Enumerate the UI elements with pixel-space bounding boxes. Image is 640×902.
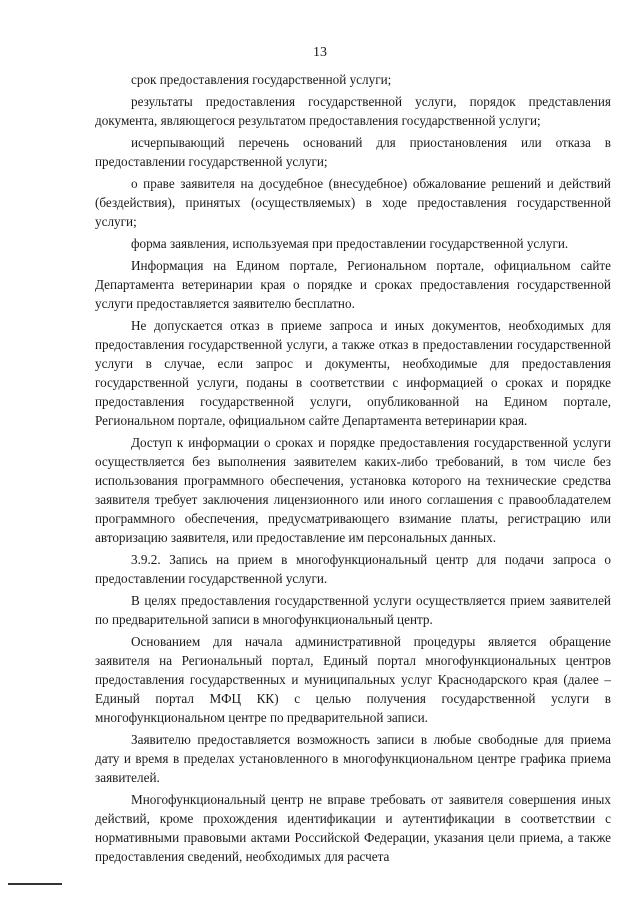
paragraph: В целях предоставления государственной услуги осуществляется прием заявителей по предварительной записи в многофункциональный центр. [95,593,611,627]
paragraph: 3.9.2. Запись на прием в многофункциональный центр для подачи запроса о предоставлении государственной услуги. [95,552,611,586]
paragraph: о праве заявителя на досудебное (внесудебное) обжалование решений и действий (бездействия), принятых (осуществляемых) в ходе предоставления государственной услуги; [95,176,611,229]
paragraph: результаты предоставления государственной услуги, порядок представления документа, являющегося результатом предоставления государственной услуги; [95,94,611,128]
page-number: 13 [313,45,327,60]
paragraph: исчерпывающий перечень оснований для приостановления или отказа в предоставлении государственной услуги; [95,135,611,169]
paragraph: Доступ к информации о сроках и порядке предоставления государственной услуги осуществляется без выполнения заявителем каких-либо требований, в том числе без использования программного обеспечения, установка которого на технические средства заявителя требует заключения лицензионного или иного соглашения с правообладателем программного обеспечения, предусматривающего взимание платы, регистрацию или авторизацию заявителя, или предоставление им персональных данных. [95,435,611,545]
paragraph: форма заявления, используемая при предоставлении государственной услуги. [131,236,569,251]
paragraph: Не допускается отказ в приеме запроса и иных документов, необходимых для предоставления государственной услуги, а также отказ в предоставлении государственной услуги в случае, если запрос и документы, необходимые для предоставления государственной услуги, поданы в соответствии с информацией о сроках и порядке предоставления государственной услуги, опубликованной на Едином портале, Региональном портале, официальном сайте Департамента ветеринарии края. [95,318,611,428]
paragraph: Информация на Едином портале, Региональном портале, официальном сайте Департамента ветеринарии края о порядке и сроках предоставления государственной услуги предоставляется заявителю бесплатно. [95,258,611,311]
paragraph: срок предоставления государственной услуги; [131,72,392,87]
paragraph: Многофункциональный центр не вправе требовать от заявителя совершения иных действий, кроме прохождения идентификации и аутентификации в соответствии с нормативными правовыми актами Российской Федерации, указания цели приема, а также предоставления сведений, необходимых для расчета [95,792,611,864]
document-body [95,70,611,869]
paragraph: Заявителю предоставляется возможность записи в любые свободные для приема дату и время в пределах установленного в многофункциональном центре графика приема заявителей. [95,732,611,785]
paragraph: Основанием для начала административной процедуры является обращение заявителя на Региональный портал, Единый портал многофункциональных центров предоставления государственных и муниципальных услуг Краснодарского края (далее – Единый портал МФЦ КК) с целью получения государственной услуги в многофункциональном центре по предварительной записи. [95,634,611,725]
footer-divider [8,883,62,885]
